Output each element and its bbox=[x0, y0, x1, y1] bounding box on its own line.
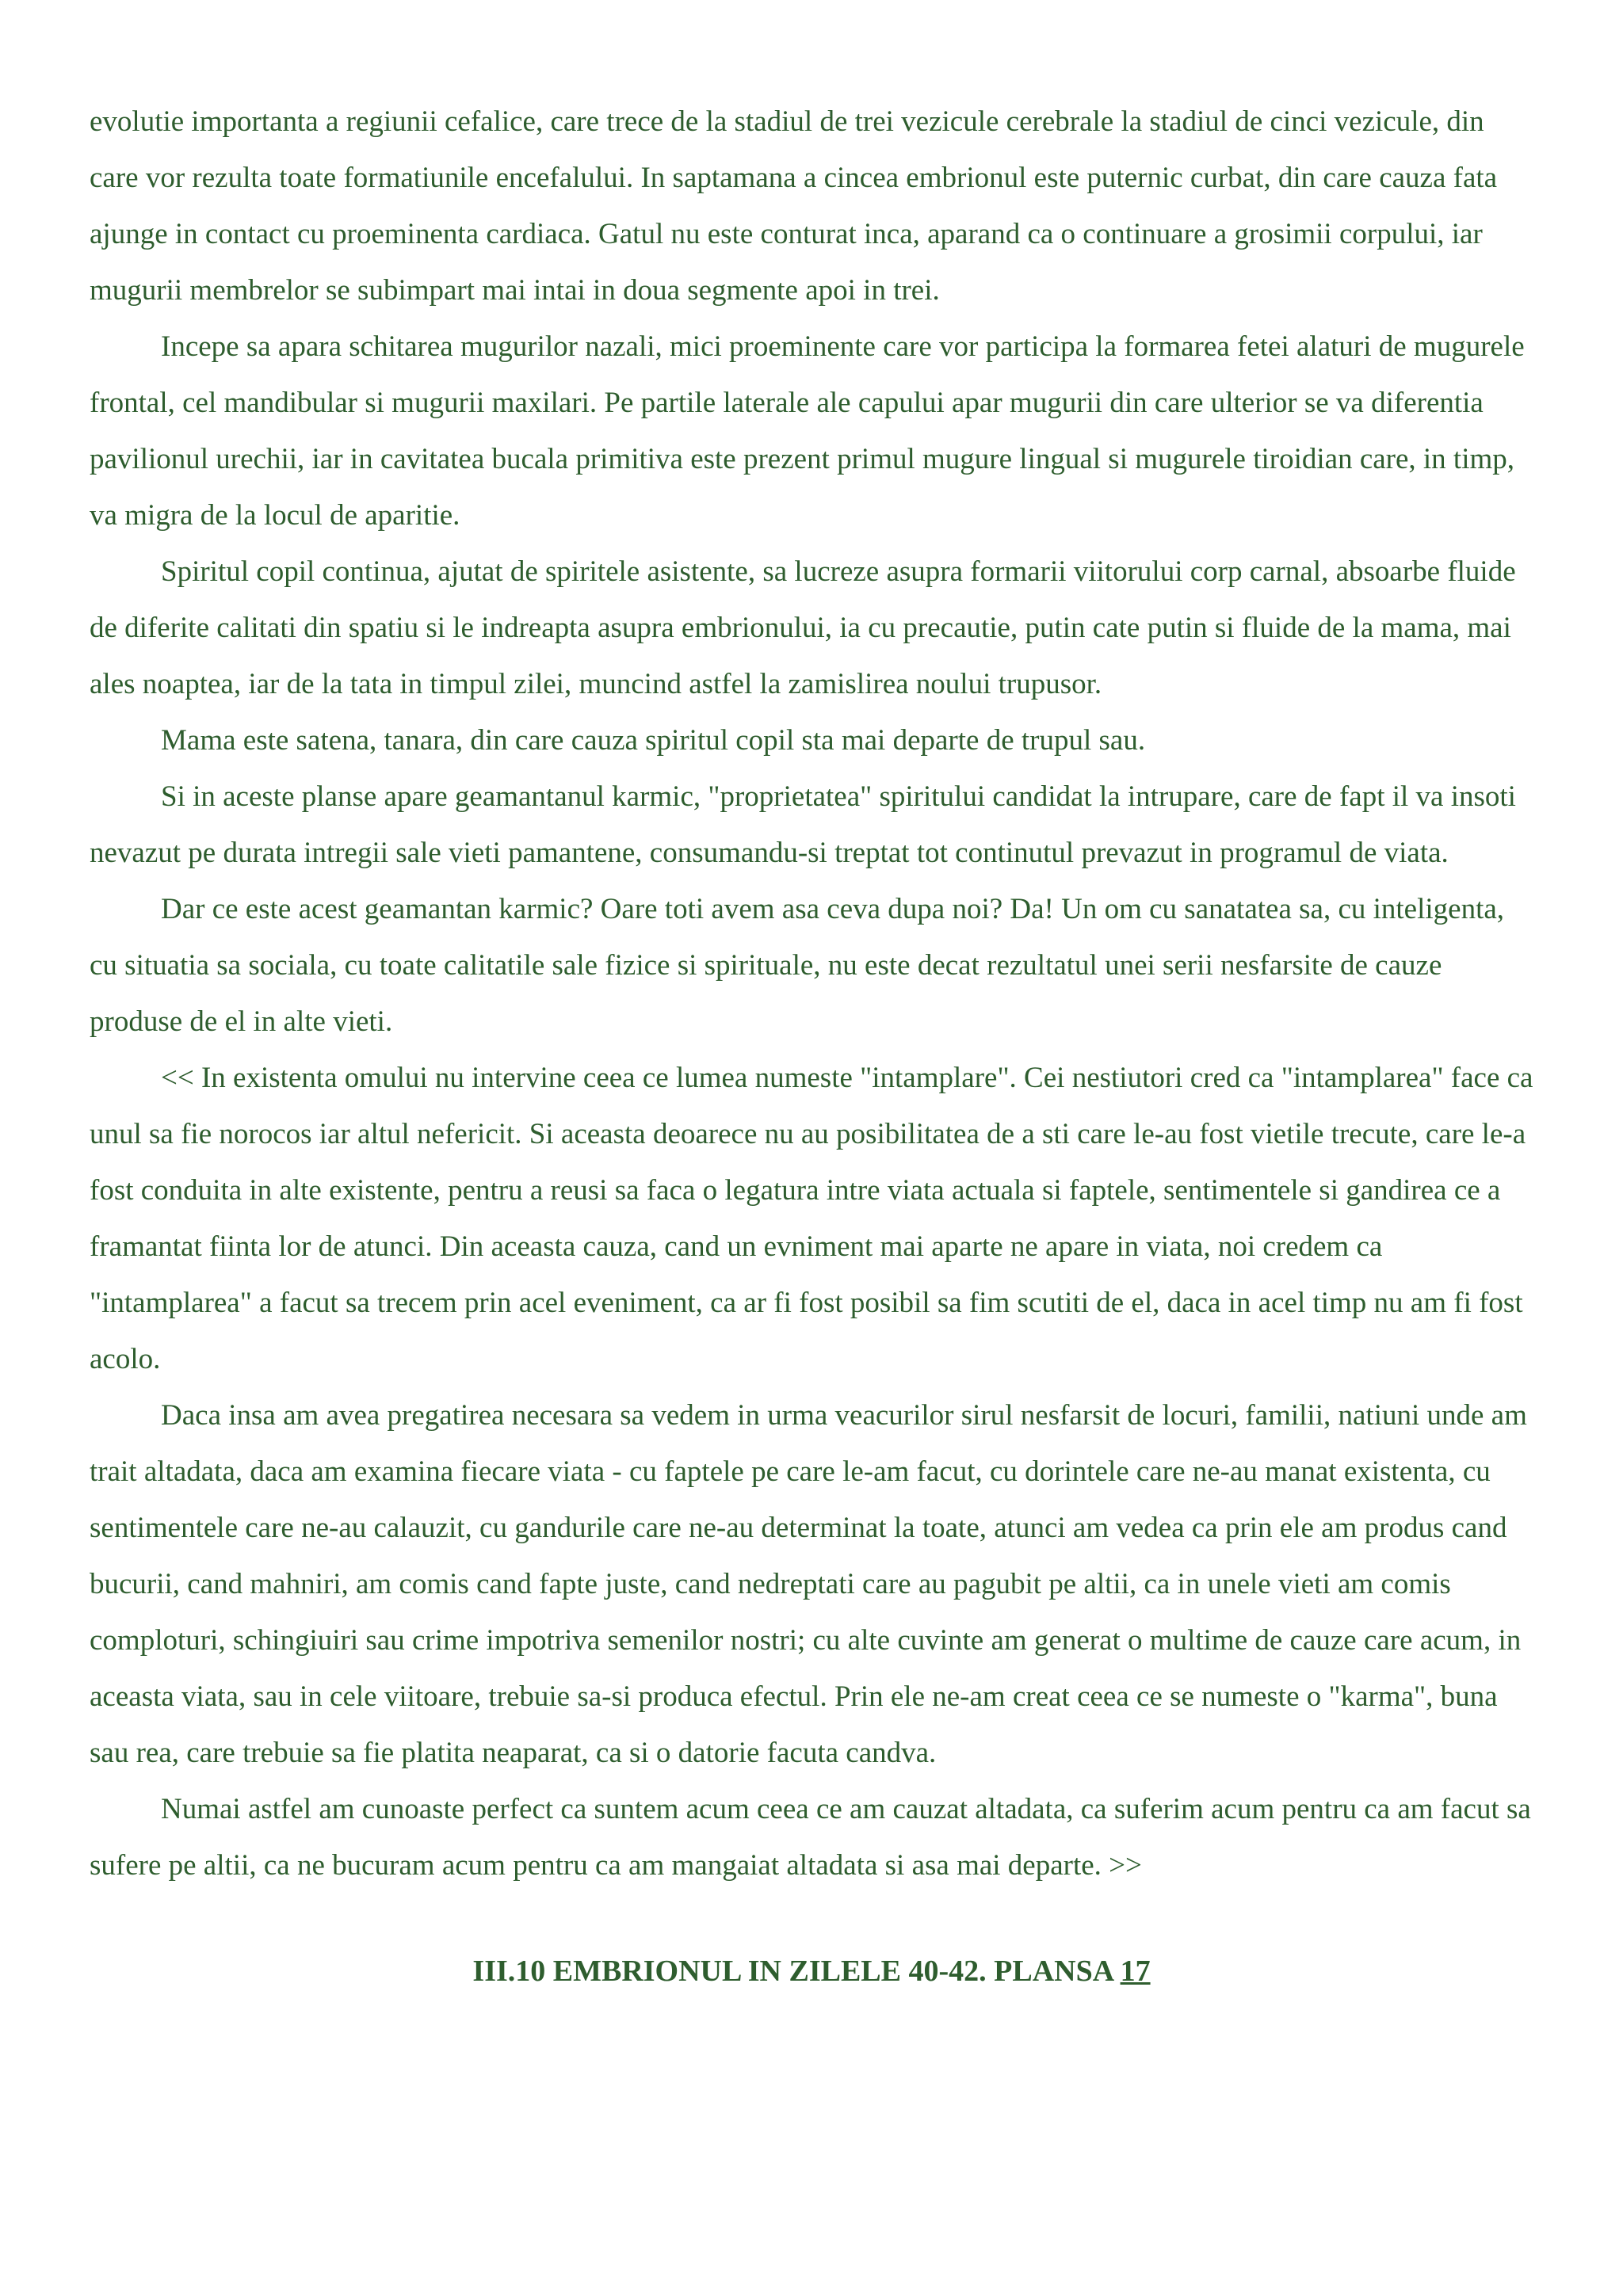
paragraph-mother: Mama este satena, tanara, din care cauza spiritul copil sta mai departe de trupul sau. bbox=[161, 724, 1146, 757]
paragraph-child-spirit: Spiritul copil continua, ajutat de spiritele asistente, sa lucreze asupra formarii viitorului corp carnal, absoarbe fluide de diferite calitati din spatiu si le indreapta asupra embrionului, ia cu precautie, putin cate putin si fluide de la mama, mai ales noaptea, iar de la tata in timpul zilei, muncind astfel la zamislirea noului trupusor. bbox=[90, 555, 1516, 700]
paragraph-question: Dar ce este acest geamantan karmic? Oare toti avem asa ceva dupa noi? Da! Un om cu sanatatea sa, cu inteligenta, cu situatia sa sociala, cu toate calitatile sale fizice si spirituale, nu este decat rezultatul unei serii nesfarsite de cauze produse de el in alte vieti. bbox=[90, 893, 1505, 1038]
paragraph-karmic-suitcase: Si in aceste planse apare geamantanul karmic, "proprietatea" spiritului candidat la intrupare, care de fapt il va insoti nevazut pe durata intregii sale vieti pamantene, consumandu-si treptat tot continutul prevazut in programul de viata. bbox=[90, 780, 1516, 869]
section-heading-text: III.10 EMBRIONUL IN ZILELE 40-42. PLANSA bbox=[472, 1955, 1121, 1988]
section-heading bbox=[90, 1943, 1533, 2000]
document-page bbox=[90, 93, 1533, 2000]
paragraph-quote-chance: << In existenta omului nu intervine ceea ce lumea numeste "intamplare". Cei nestiutori cred ca "intamplarea" face ca unul sa fie norocos iar altul nefericit. Si aceasta deoarece nu au posibilitatea de a sti care le-au fost vietile trecute, care le-a fost conduita in alte existente, pentru a reusi sa faca o legatura intre viata actuala si faptele, sentimentele si gandirea ce a framantat fiinta lor de atunci. Din aceasta cauza, cand un evniment mai aparte ne apare in viata, noi credem ca "intamplarea" a facut sa trecem prin acel eveniment, ca ar fi fost posibil sa fim scutiti de el, daca in acel timp nu am fi fost acolo. bbox=[90, 1062, 1533, 1375]
plate-link[interactable]: 17 bbox=[1120, 1955, 1151, 1988]
paragraph-continuation: evolutie importanta a regiunii cefalice, care trece de la stadiul de trei vezicule cerebrale la stadiul de cinci vezicule, din care vor rezulta toate formatiunile encefalului. In saptamana a cincea embrionul este puternic curbat, din care cauza fata ajunge in contact cu proeminenta cardiaca. Gatul nu este conturat inca, aparand ca o continuare a grosimii corpului, iar mugurii membrelor se subimpart mai intai in doua segmente apoi in trei. bbox=[90, 105, 1498, 307]
paragraph-quote-karma: Daca insa am avea pregatirea necesara sa vedem in urma veacurilor sirul nesfarsit de locuri, familii, natiuni unde am trait altadata, daca am examina fiecare viata - cu faptele pe care le-am facut, cu dorintele care ne-au manat existenta, cu sentimentele care ne-au calauzit, cu gandurile care ne-au determinat la toate, atunci am vedea ca prin ele am produs cand bucurii, cand mahniri, am comis cand fapte juste, cand nedreptati care au pagubit pe altii, ca in unele vieti am comis comploturi, schingiuiri sau crime impotriva semenilor nostri; cu alte cuvinte am generat o multime de cauze care acum, in aceasta viata, sau in cele viitoare, trebuie sa-si produca efectul. Prin ele ne-am creat ceea ce se numeste o "karma", buna sau rea, care trebuie sa fie platita neaparat, ca si o datorie facuta candva. bbox=[90, 1399, 1527, 1769]
paragraph-quote-end: Numai astfel am cunoaste perfect ca suntem acum ceea ce am cauzat altadata, ca suferim acum pentru ca am facut sa sufere pe altii, ca ne bucuram acum pentru ca am mangaiat altadata si asa mai departe. >> bbox=[90, 1793, 1531, 1882]
paragraph-nasal-buds: Incepe sa apara schitarea mugurilor nazali, mici proeminente care vor participa la formarea fetei alaturi de mugurele frontal, cel mandibular si mugurii maxilari. Pe partile laterale ale capului apar mugurii din care ulterior se va diferentia pavilionul urechii, iar in cavitatea bucala primitiva este prezent primul mugure lingual si mugurele tiroidian care, in timp, va migra de la locul de aparitie. bbox=[90, 330, 1525, 532]
